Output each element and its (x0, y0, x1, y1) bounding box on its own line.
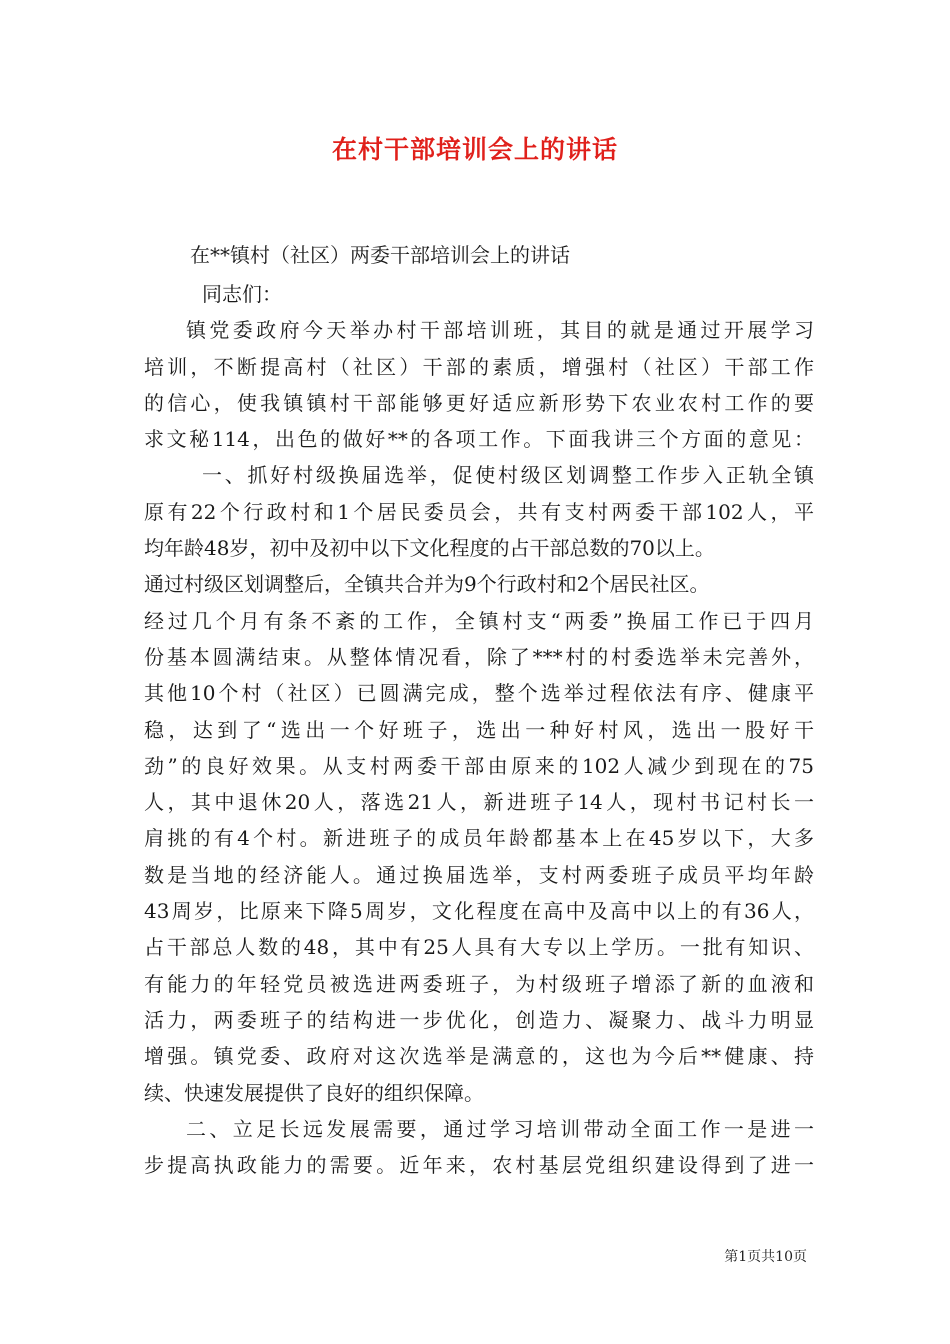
speech-subtitle: 在**镇村（社区）两委干部培训会上的讲话 (190, 243, 570, 267)
paragraph-line: 43周岁，比原来下降5周岁，文化程度在高中及高中以上的有36人， (144, 899, 814, 924)
paragraph-line: 的信心，使我镇镇村干部能够更好适应新形势下农业农村工作的要 (144, 390, 814, 415)
paragraph-line: 数是当地的经济能人。通过换届选举，支村两委班子成员平均年龄 (144, 862, 814, 887)
paragraph-line: 其他10个村（社区）已圆满完成，整个选举过程依法有序、健康平 (144, 681, 814, 706)
paragraph-line: 均年龄48岁，初中及初中以下文化程度的占干部总数的70以上。 (144, 536, 715, 561)
paragraph-line: 续、快速发展提供了良好的组织保障。 (144, 1080, 484, 1105)
salutation-line: 同志们： (202, 282, 282, 306)
paragraph-line: 增强。镇党委、政府对这次选举是满意的，这也为今后**健康、持 (144, 1044, 814, 1069)
page-number-footer: 第1页共10页 (724, 1249, 807, 1265)
paragraph-line: 劲”的良好效果。从支村两委干部由原来的102人减少到现在的75 (144, 753, 814, 778)
page-title: 在村干部培训会上的讲话 (331, 135, 618, 164)
paragraph-line: 步提高执政能力的需要。近年来，农村基层党组织建设得到了进一 (144, 1153, 814, 1178)
paragraph-line: 稳，达到了“选出一个好班子，选出一种好村风，选出一股好干 (144, 717, 814, 742)
paragraph-line: 培训，不断提高村（社区）干部的素质，增强村（社区）干部工作 (144, 354, 814, 379)
paragraph-line: 一、抓好村级换届选举，促使村级区划调整工作步入正轨全镇 (202, 463, 814, 488)
paragraph-line: 人，其中退休20人，落选21人，新进班子14人，现村书记村长一 (144, 790, 814, 815)
paragraph-line: 求文秘114，出色的做好**的各项工作。下面我讲三个方面的意见： (144, 427, 814, 452)
paragraph-line: 肩挑的有4个村。新进班子的成员年龄都基本上在45岁以下，大多 (144, 826, 814, 851)
paragraph-line: 份基本圆满结束。从整体情况看，除了***村的村委选举未完善外， (144, 644, 814, 669)
paragraph-line: 占干部总人数的48，其中有25人具有大专以上学历。一批有知识、 (144, 935, 814, 960)
paragraph-line: 原有22个行政村和1个居民委员会，共有支村两委干部102人，平 (144, 499, 814, 524)
paragraph-line: 活力，两委班子的结构进一步优化，创造力、凝聚力、战斗力明显 (144, 1007, 814, 1032)
paragraph-line: 有能力的年轻党员被选进两委班子，为村级班子增添了新的血液和 (144, 971, 814, 996)
paragraph-line: 通过村级区划调整后，全镇共合并为9个行政村和2个居民社区。 (144, 572, 710, 597)
paragraph-line: 镇党委政府今天举办村干部培训班，其目的就是通过开展学习 (186, 318, 814, 343)
speech-body (144, 276, 814, 1183)
paragraph-line: 二、立足长远发展需要，通过学习培训带动全面工作一是进一 (186, 1116, 814, 1141)
paragraph-line: 经过几个月有条不紊的工作，全镇村支“两委”换届工作已于四月 (144, 608, 814, 633)
